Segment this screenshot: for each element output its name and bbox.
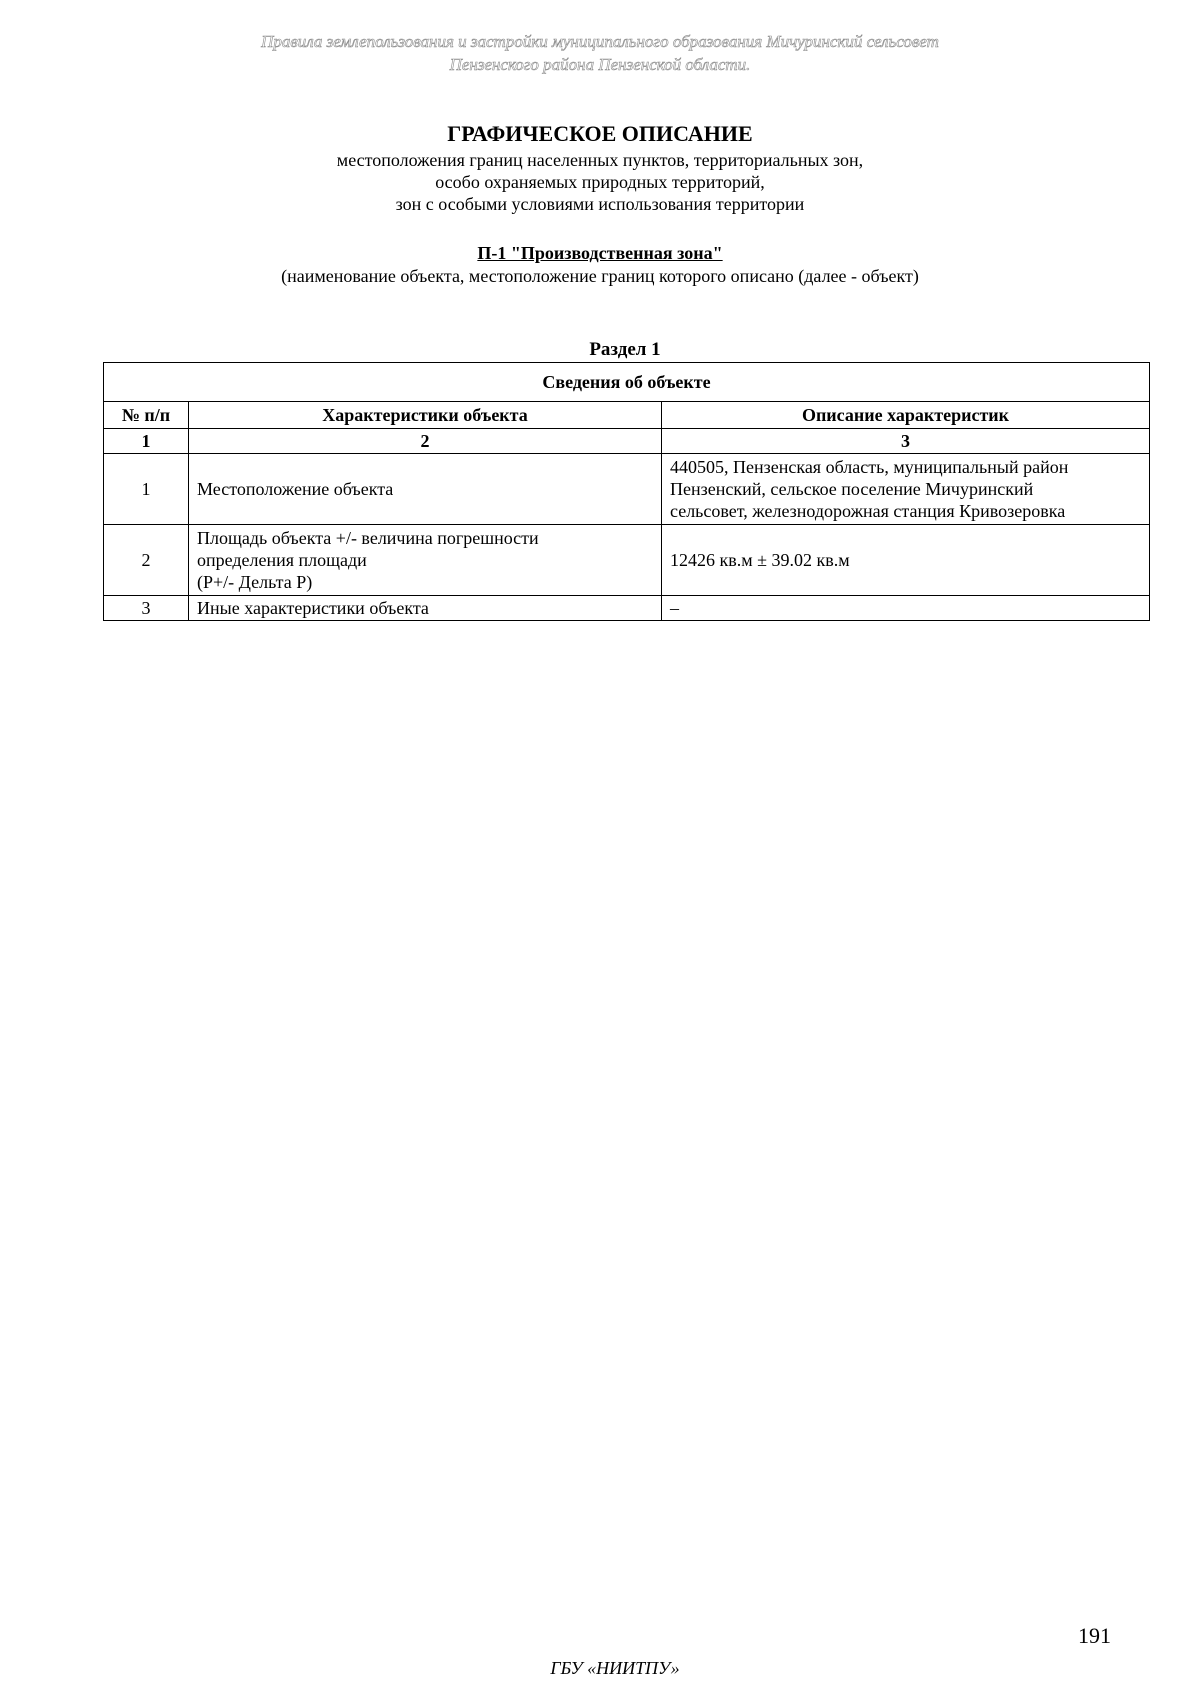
description-line: 12426 кв.м ± 39.02 кв.м [670, 550, 850, 570]
object-name: П-1 "Производственная зона" [477, 243, 723, 263]
section-title: Раздел 1 [589, 339, 661, 360]
row-number: 1 [104, 454, 189, 525]
description-line: сельсовет, железнодорожная станция Кривозеровка [670, 501, 1066, 521]
document-subtitle [0, 149, 1200, 215]
subtitle-line-3: зон с особыми условиями использования территории [395, 194, 805, 214]
table-column-number-row [104, 429, 1150, 454]
table-caption-row [104, 363, 1150, 402]
running-header [150, 30, 1050, 76]
row-characteristic [189, 525, 662, 596]
table-row [104, 525, 1150, 596]
document-title: ГРАФИЧЕСКОЕ ОПИСАНИЕ [447, 121, 753, 146]
description-line: – [670, 598, 679, 618]
characteristic-line: Местоположение объекта [197, 479, 394, 499]
running-header-line-1: Правила землепользования и застройки муниципального образования Мичуринский сельсовет [261, 32, 939, 51]
header-number: № п/п [104, 402, 189, 429]
table-header-row [104, 402, 1150, 429]
header-description: Описание характеристик [662, 402, 1150, 429]
row-description [662, 454, 1150, 525]
row-description [662, 596, 1150, 621]
column-number-2: 2 [189, 429, 662, 454]
characteristic-line: Иные характеристики объекта [197, 598, 429, 618]
object-note: (наименование объекта, местоположение границ которого описано (далее - объект) [281, 266, 919, 286]
characteristic-line: определения площади [197, 550, 367, 570]
row-characteristic [189, 454, 662, 525]
header-characteristic: Характеристики объекта [189, 402, 662, 429]
description-line: 440505, Пензенская область, муниципальный район [670, 457, 1069, 477]
row-characteristic [189, 596, 662, 621]
row-description [662, 525, 1150, 596]
column-number-1: 1 [104, 429, 189, 454]
table-row [104, 454, 1150, 525]
subtitle-line-1: местоположения границ населенных пунктов, территориальных зон, [336, 150, 864, 170]
column-number-3: 3 [662, 429, 1150, 454]
footer-organization: ГБУ «НИИТПУ» [550, 1658, 680, 1678]
characteristic-line: (Р+/- Дельта Р) [197, 572, 313, 592]
characteristic-line: Площадь объекта +/- величина погрешности [197, 528, 539, 548]
row-number: 3 [104, 596, 189, 621]
table-row [104, 596, 1150, 621]
object-info-table [103, 362, 1150, 621]
description-line: Пензенский, сельское поселение Мичуринский [670, 479, 1034, 499]
running-header-line-2: Пензенского района Пензенской области. [449, 55, 751, 74]
subtitle-line-2: особо охраняемых природных территорий, [435, 172, 765, 192]
page-number: 191 [1078, 1623, 1111, 1648]
table-caption: Сведения об объекте [104, 363, 1150, 402]
row-number: 2 [104, 525, 189, 596]
